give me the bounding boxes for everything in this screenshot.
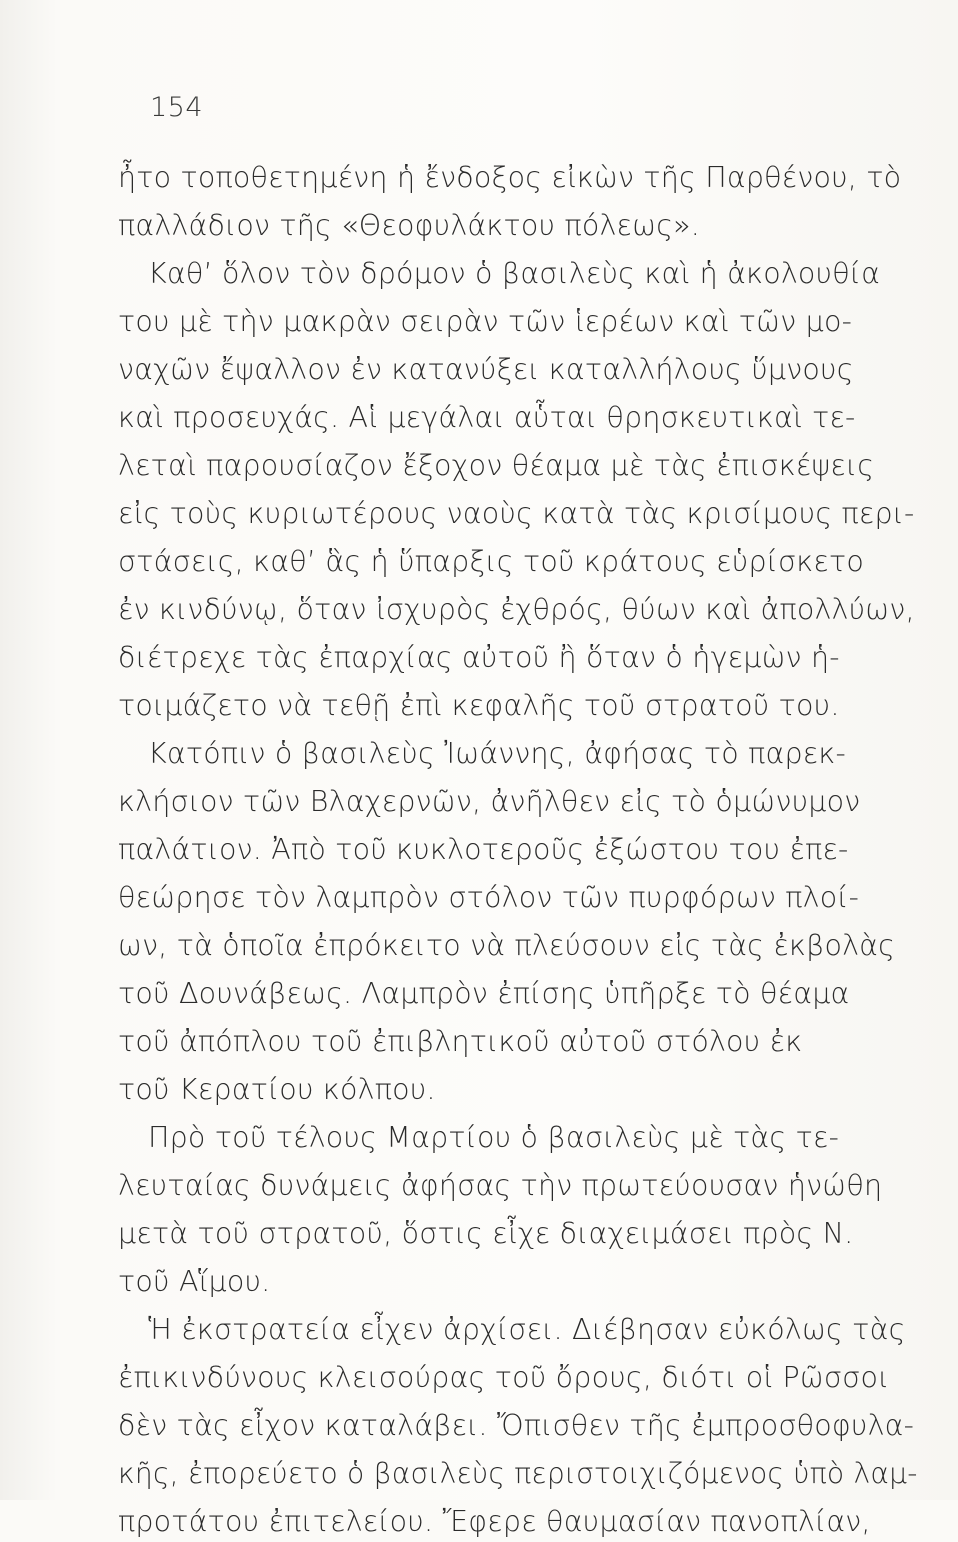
text-line: παλάτιον. Ἀπὸ τοῦ κυκλοτεροῦς ἐξώστου του ἐπε- xyxy=(118,833,849,866)
text-line: κῆς, ἐπορεύετο ὁ βασιλεὺς περιστοιχιζόμενος ὑπὸ λαμ- xyxy=(118,1457,918,1490)
text-line: δὲν τὰς εἶχον καταλάβει. Ὄπισθεν τῆς ἐμπροσθοφυλα- xyxy=(118,1409,915,1442)
text-line: θεώρησε τὸν λαμπρὸν στόλον τῶν πυρφόρων πλοί- xyxy=(118,881,860,914)
paragraph-start-line: Πρὸ τοῦ τέλους Μαρτίου ὁ βασιλεὺς μὲ τὰς τε- xyxy=(148,1121,840,1154)
text-line: κλήσιον τῶν Βλαχερνῶν, ἀνῆλθεν εἰς τὸ ὁμώνυμον xyxy=(118,785,861,818)
text-line: εἰς τοὺς κυριωτέρους ναοὺς κατὰ τὰς κρισίμους περι- xyxy=(118,497,915,530)
text-line: λεταὶ παρουσίαζον ἔξοχον θέαμα μὲ τὰς ἐπισκέψεις xyxy=(118,449,875,482)
text-line: τοῦ ἀπόπλου τοῦ ἐπιβλητικοῦ αὐτοῦ στόλου ἐκ xyxy=(118,1025,803,1058)
text-line: προτάτου ἐπιτελείου. Ἔφερε θαυμασίαν πανοπλίαν, xyxy=(118,1505,871,1538)
text-line: ἐπικινδύνους κλεισούρας τοῦ ὄρους, διότι οἱ Ρῶσσοι xyxy=(118,1361,890,1394)
text-line: μετὰ τοῦ στρατοῦ, ὅστις εἶχε διαχειμάσει πρὸς Ν. xyxy=(118,1217,854,1250)
text-line: διέτρεχε τὰς ἐπαρχίας αὐτοῦ ἢ ὅταν ὁ ἡγεμὼν ἡ- xyxy=(118,641,840,674)
text-line: τοῦ Δουνάβεως. Λαμπρὸν ἐπίσης ὑπῆρξε τὸ θέαμα xyxy=(118,977,850,1010)
paragraph-start-line: Καθ’ ὅλον τὸν δρόμον ὁ βασιλεὺς καὶ ἡ ἀκολουθία xyxy=(148,257,881,290)
page-number: 154 xyxy=(150,92,204,123)
paragraph-start-line: Κατόπιν ὁ βασιλεὺς Ἰωάννης, ἀφήσας τὸ παρεκ- xyxy=(148,737,846,770)
text-line: ἐν κινδύνῳ, ὅταν ἰσχυρὸς ἐχθρός, θύων καὶ ἀπολλύων, xyxy=(118,593,915,626)
text-line: ναχῶν ἔψαλλον ἐν κατανύξει καταλλήλους ὕμνους xyxy=(118,353,854,386)
text-line: καὶ προσευχάς. Αἱ μεγάλαι αὗται θρησκευτικαὶ τε- xyxy=(118,401,856,434)
text-line: ων, τὰ ὁποῖα ἐπρόκειτο νὰ πλεύσουν εἰς τὰς ἐκβολὰς xyxy=(118,929,896,962)
text-line: ἦτο τοποθετημένη ἡ ἔνδοξος εἰκὼν τῆς Παρθένου, τὸ xyxy=(118,161,902,194)
text-line: του μὲ τὴν μακρὰν σειρὰν τῶν ἱερέων καὶ τῶν μο- xyxy=(118,305,853,338)
text-line: τοῦ Κερατίου κόλπου. xyxy=(118,1073,436,1106)
text-line: στάσεις, καθ’ ἃς ἡ ὕπαρξις τοῦ κράτους εὑρίσκετο xyxy=(118,545,864,578)
text-line: τοιμάζετο νὰ τεθῇ ἐπὶ κεφαλῆς τοῦ στρατοῦ του. xyxy=(118,689,840,722)
text-line: παλλάδιον τῆς «Θεοφυλάκτου πόλεως». xyxy=(118,209,701,242)
paragraph-start-line: Ἡ ἐκστρατεία εἶχεν ἀρχίσει. Διέβησαν εὐκόλως τὰς xyxy=(148,1313,906,1346)
text-line: τοῦ Αἵμου. xyxy=(118,1265,271,1298)
text-line: λευταίας δυνάμεις ἀφήσας τὴν πρωτεύουσαν ἡνώθη xyxy=(118,1169,883,1202)
